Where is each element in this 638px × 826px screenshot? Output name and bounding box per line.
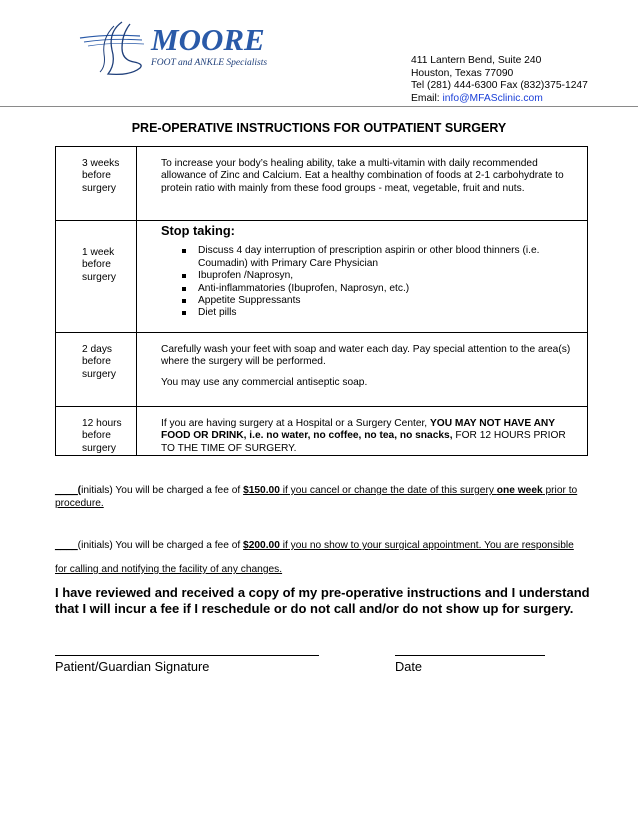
date-label: Date xyxy=(395,659,423,674)
fee-notice-no-show-line2: for calling and notifying the facility of any changes. xyxy=(55,564,283,575)
instruction-cell xyxy=(137,407,588,456)
patient-signature-line[interactable] xyxy=(55,655,319,656)
instruction-cell xyxy=(137,221,588,333)
clinic-logo xyxy=(78,20,288,82)
table-row-1-week xyxy=(56,221,588,333)
antiseptic-soap-note: You may use any commercial antiseptic soap. xyxy=(161,376,368,388)
table-row-12-hours xyxy=(56,407,588,456)
logo-brand-text: MOORE xyxy=(151,22,265,57)
email-line xyxy=(411,93,588,106)
initials-blank[interactable]: ____ xyxy=(55,540,78,551)
header-divider xyxy=(0,106,638,107)
stop-taking-heading: Stop taking: xyxy=(161,223,235,238)
list-item: Appetite Suppressants xyxy=(161,295,581,307)
list-item: Ibuprofen /Naprosyn, xyxy=(161,270,581,282)
timeframe-cell: 2 days before surgery xyxy=(56,333,137,407)
cancel-fee-amount: $150.00 xyxy=(243,485,280,496)
table-row-3-weeks xyxy=(56,147,588,221)
no-show-fee-amount: $200.00 xyxy=(243,540,280,551)
timeframe-cell: 12 hours before surgery xyxy=(56,407,137,456)
instruction-cell xyxy=(137,333,588,407)
foot-swoosh-icon xyxy=(78,20,158,82)
acknowledgement-statement: I have reviewed and received a copy of my pre-operative instructions and I understand that I will incur a fee if I reschedule or do not call and/or do not show up for surgery. xyxy=(55,585,590,616)
email-label: Email: xyxy=(411,92,440,104)
vitamin-instruction: To increase your body’s healing ability, take a multi-vitamin with daily recommended allowance of Zinc and Calcium. Eat a healthy combination of foods at 2-1 carbohydrate to protein ratio with mainly from these food groups - meat, vegetable, fruit and nuts. xyxy=(161,158,564,194)
instructions-table xyxy=(55,146,588,456)
table-row-2-days xyxy=(56,333,588,407)
email-link[interactable]: info@MFASclinic.com xyxy=(442,92,543,104)
initials-blank[interactable]: ____ xyxy=(55,485,78,496)
no-food-emphasis: YOU MAY NOT HAVE ANY FOOD OR DRINK, i.e. no water, no coffee, no tea, no snacks, xyxy=(161,418,555,442)
list-item: Diet pills xyxy=(161,307,581,319)
timeframe-cell: 1 week before surgery xyxy=(56,221,137,333)
list-item: Anti-inflammatories (Ibuprofen, Naprosyn, etc.) xyxy=(161,283,581,295)
wash-feet-instruction: Carefully wash your feet with soap and water each day. Pay special attention to the area(s) where the surgery will be performed. xyxy=(161,344,571,368)
page-title: PRE-OPERATIVE INSTRUCTIONS FOR OUTPATIENT SURGERY xyxy=(131,121,507,135)
patient-signature-label: Patient/Guardian Signature xyxy=(55,659,210,674)
fasting-instruction: If you are having surgery at a Hospital or a Surgery Center, YOU MAY NOT HAVE ANY FOOD OR DRINK, i.e. no water, no coffee, no tea, no snacks, FOR 12 HOURS PRIOR TO THE TIME OF SURGERY. xyxy=(161,418,566,454)
fee-notice-cancel: ____(initials) You will be charged a fee of $150.00 if you cancel or change the date of this surgery one week prior to procedure. xyxy=(55,485,578,509)
address-line-1: 411 Lantern Bend, Suite 240 xyxy=(411,55,542,66)
medication-list xyxy=(161,245,581,319)
instruction-cell xyxy=(137,147,588,221)
list-item: Discuss 4 day interruption of prescription aspirin or other blood thinners (i.e. Coumadin) with Primary Care Physician xyxy=(161,245,581,270)
address-line-2: Houston, Texas 77090 xyxy=(411,67,514,79)
clinic-address xyxy=(411,55,588,105)
date-line[interactable] xyxy=(395,655,545,656)
logo-tagline: FOOT and ANKLE Specialists xyxy=(151,58,268,68)
fee-notice-no-show: ____(initials) You will be charged a fee of $200.00 if you no show to your surgical appointment. You are responsible xyxy=(55,540,574,551)
timeframe-cell: 3 weeks before surgery xyxy=(56,147,137,221)
phone-fax-line: Tel (281) 444-6300 Fax (832)375-1247 xyxy=(411,80,588,92)
